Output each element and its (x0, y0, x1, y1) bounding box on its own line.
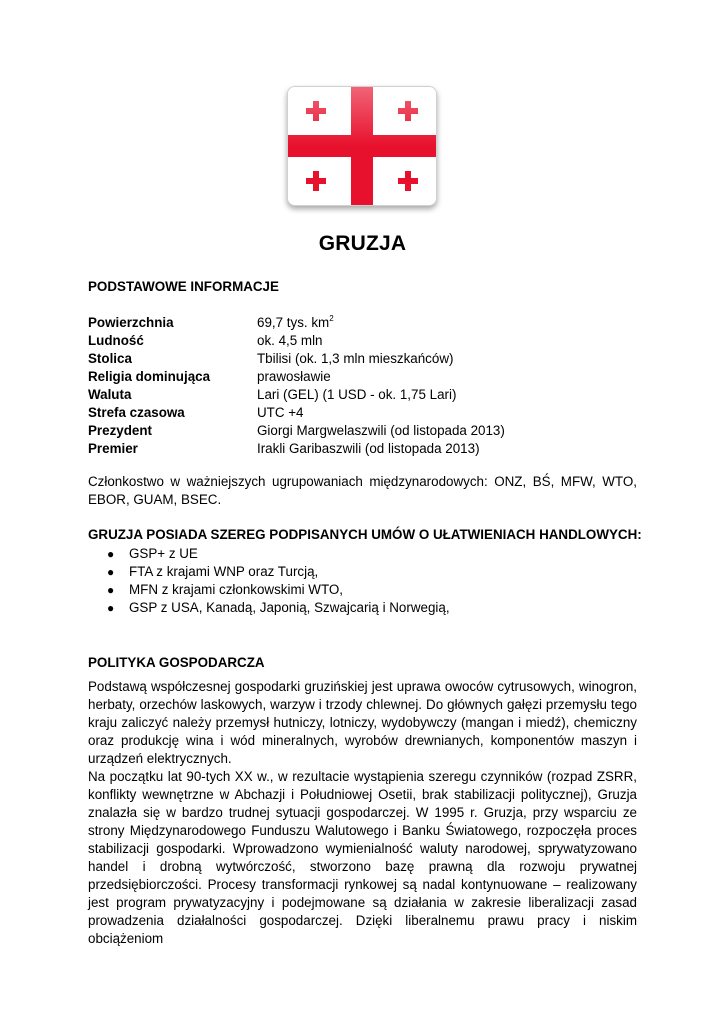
list-item: ● FTA z krajami WNP oraz Turcją, (88, 563, 450, 581)
fact-row-population (88, 332, 505, 350)
list-item: ● MFN z krajami członkowskimi WTO, (88, 581, 450, 599)
fact-value: Tbilisi (ok. 1,3 mln mieszkańców) (257, 351, 454, 366)
fact-key: Religia dominująca (88, 369, 211, 384)
fact-key: Waluta (88, 387, 132, 402)
georgia-flag (287, 86, 437, 206)
fact-row-premier (88, 440, 505, 458)
fact-value: ok. 4,5 mln (257, 333, 323, 348)
fact-value: Lari (GEL) (1 USD - ok. 1,75 Lari) (257, 387, 457, 402)
economy-paragraph-1: Podstawą współczesnej gospodarki gruzińskiej jest uprawa owoców cytrusowych, winogron, herbaty, orzechów laskowych, warzyw i trzody chlewnej. Do głównych gałęzi przemysłu tego kraju zaliczyć należy przemysł hutniczy, lotniczy, wydobywczy (mangan i miedź), chemiczny oraz produkcję wina i wód mineralnych, wyrobów drewnianych, komponentów maszyn i urządzeń elektrycznych. (88, 679, 637, 766)
fact-key: Strefa czasowa (88, 405, 185, 420)
list-item: ● GSP z USA, Kanadą, Japonią, Szwajcarią i Norwegią, (88, 599, 450, 617)
fact-key: Powierzchnia (88, 315, 174, 330)
fact-key: Ludność (88, 333, 144, 348)
bullet-icon: ● (107, 547, 115, 561)
bullet-icon: ● (107, 601, 115, 615)
fact-key: Premier (88, 441, 138, 456)
superscript: 2 (329, 314, 334, 323)
bullet-icon: ● (107, 565, 115, 579)
economy-paragraph-2: Na początku lat 90-tych XX w., w rezultacie wystąpienia szeregu czynników (rozpad ZSRR, konflikty wewnętrzne w Abchazji i Południowej Osetii, brak stabilizacji politycznej), Gruzja znalazła się w bardzo trudnej sytuacji gospodarczej. W 1995 r. Gruzja, przy wsparciu ze strony Międzynarodowego Funduszu Walutowego i Banku Światowego, rozpoczęła proces stabilizacji gospodarki. Wprowadzono wymienialność waluty narodowej, sprywatyzowano handel i drobną wytwórczość, stworzono bazę prawną dla rozwoju prywatnej przedsiębiorczości. Procesy transformacji rynkowej są nadal kontynuowane – realizowany jest program prywatyzacyjny i podejmowane są działania w zakresie liberalizacji zasad prowadzenia działalności gospodarczej. Dzięki liberalnemu prawu pracy i niskim obciążeniom (88, 769, 637, 946)
fact-row-currency (88, 386, 505, 404)
section-heading-agreements: GRUZJA POSIADA SZEREG PODPISANYCH UMÓW O UŁATWIENIACH HANDLOWYCH: (88, 527, 642, 542)
fact-key: Prezydent (88, 423, 152, 438)
list-item: ● GSP+ z UE (88, 545, 450, 563)
fact-row-timezone (88, 404, 505, 422)
georgia-flag-graphic (288, 87, 436, 205)
fact-value: Giorgi Margwelaszwili (od listopada 2013) (257, 423, 505, 438)
flag-cross-horizontal (288, 135, 436, 157)
section-heading-basic-info: PODSTAWOWE INFORMACJE (88, 279, 279, 294)
page-title: GRUZJA (318, 232, 407, 255)
fact-value: Irakli Garibaszwili (od listopada 2013) (257, 441, 480, 456)
membership-paragraph: Członkostwo w ważniejszych ugrupowaniach międzynarodowych: ONZ, BŚ, MFW, WTO, EBOR, GUAM, BSEC. (88, 474, 637, 507)
fact-value: UTC +4 (257, 405, 304, 420)
bullet-icon: ● (107, 583, 115, 597)
agreements-list (88, 545, 450, 617)
fact-row-religion (88, 368, 505, 386)
facts-table (88, 314, 505, 458)
section-heading-economy: POLITYKA GOSPODARCZA (88, 655, 265, 670)
fact-value: 69,7 tys. $km^2$ (257, 314, 334, 330)
fact-row-president (88, 422, 505, 440)
fact-row-capital (88, 350, 505, 368)
fact-key: Stolica (88, 351, 132, 366)
fact-value: prawosławie (257, 369, 331, 384)
fact-row-area (88, 314, 505, 332)
